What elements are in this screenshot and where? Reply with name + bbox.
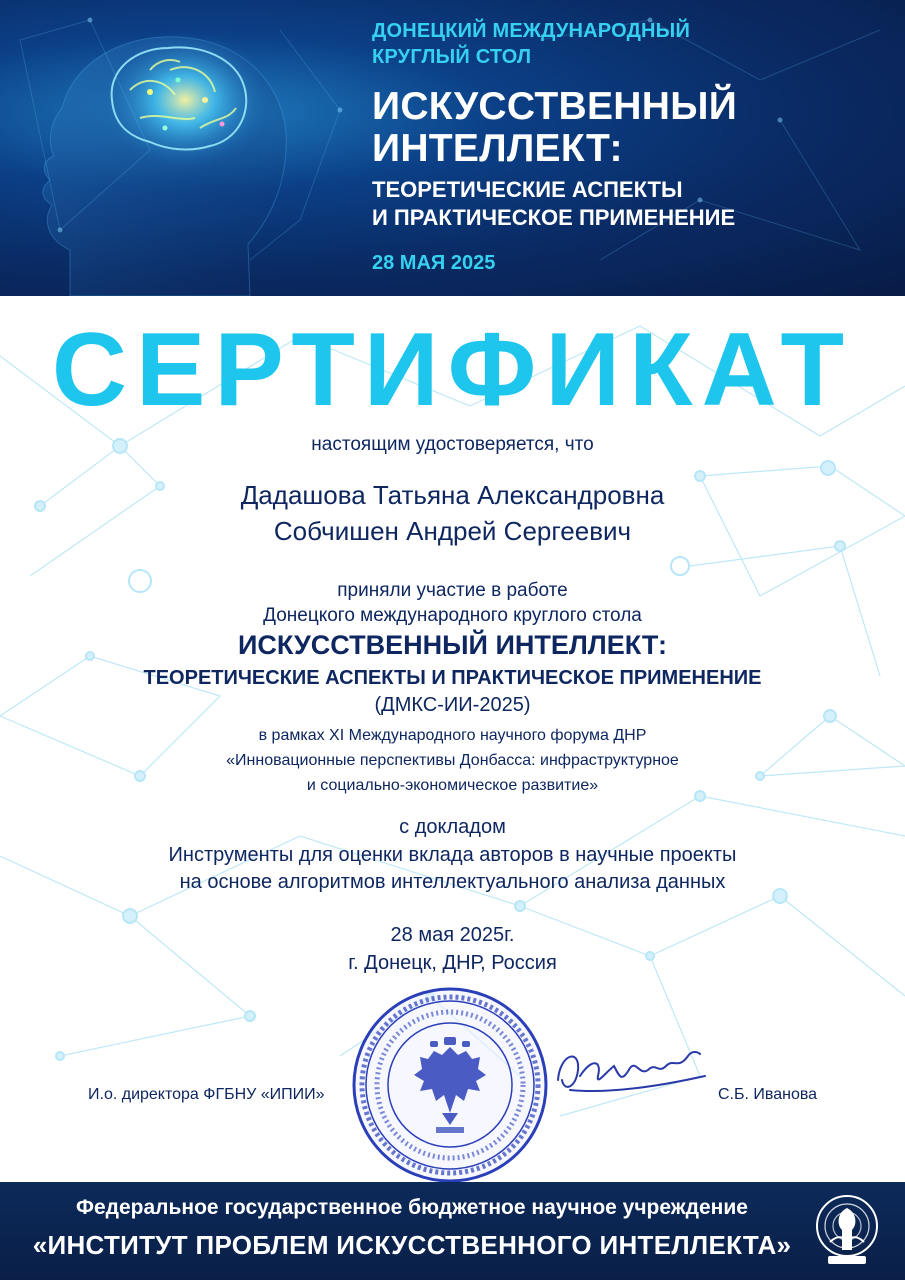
- report-intro: с докладом: [399, 816, 506, 838]
- event-subtitle-line-2: И ПРАКТИЧЕСКОЕ ПРИМЕНЕНИЕ: [372, 205, 736, 230]
- participation-line-1: приняли участие в работе: [337, 580, 568, 601]
- event-code: (ДМКС-ИИ-2025): [374, 694, 531, 716]
- report-title-line-2: на основе алгоритмов интеллектуального анализа данных: [179, 871, 726, 893]
- certificate-heading: СЕРТИФИКАТ: [51, 312, 854, 428]
- event-subtitle: [372, 176, 892, 232]
- event-type: [372, 18, 892, 70]
- event-date: 28 МАЯ 2025: [372, 252, 496, 274]
- certificate-date: 28 мая 2025г.: [390, 924, 515, 946]
- forum-line-3: и социально-экономическое развитие»: [306, 777, 599, 794]
- footer-institution-type: Федеральное государственное бюджетное научное учреждение: [76, 1196, 748, 1219]
- event-type-line-1: ДОНЕЦКИЙ МЕЖДУНАРОДНЫЙ: [372, 20, 691, 42]
- event-title-line-2: ИНТЕЛЛЕКТ:: [372, 127, 623, 170]
- official-stamp-icon: [350, 985, 550, 1185]
- forum-line-1: в рамках XI Международного научного форума ДНР: [258, 727, 647, 744]
- signatory-name: С.Б. Иванова: [718, 1086, 818, 1103]
- event-name: ИСКУССТВЕННЫЙ ИНТЕЛЛЕКТ:: [237, 630, 668, 660]
- participation-line-2: Донецкого международного круглого стола: [263, 605, 642, 626]
- participant-name-1: Дадашова Татьяна Александровна: [240, 480, 665, 510]
- event-subtitle-line-1: ТЕОРЕТИЧЕСКИЕ АСПЕКТЫ: [372, 177, 683, 202]
- report-title-line-1: Инструменты для оценки вклада авторов в научные проекты: [168, 844, 737, 866]
- event-title-line-1: ИСКУССТВЕННЫЙ: [372, 85, 738, 128]
- event-title: [372, 86, 892, 170]
- participant-name-2: Собчишен Андрей Сергеевич: [273, 516, 632, 546]
- header-banner: [0, 0, 905, 296]
- footer-institution-name: «ИНСТИТУТ ПРОБЛЕМ ИСКУССТВЕННОГО ИНТЕЛЛЕКТА»: [32, 1230, 792, 1260]
- forum-line-2: «Инновационные перспективы Донбасса: инфраструктурное: [226, 752, 679, 769]
- institute-logo-icon: [808, 1190, 886, 1270]
- signatory-position: И.о. директора ФГБНУ «ИПИИ»: [88, 1086, 325, 1103]
- certify-text: настоящим удостоверяется, что: [311, 434, 594, 455]
- event-type-line-2: КРУГЛЫЙ СТОЛ: [372, 46, 532, 68]
- event-subtitle-body: ТЕОРЕТИЧЕСКИЕ АСПЕКТЫ И ПРАКТИЧЕСКОЕ ПРИМЕНЕНИЕ: [143, 667, 762, 689]
- handwritten-signature: [540, 1030, 710, 1110]
- certificate-place: г. Донецк, ДНР, Россия: [348, 952, 557, 974]
- footer-band: [0, 1182, 905, 1280]
